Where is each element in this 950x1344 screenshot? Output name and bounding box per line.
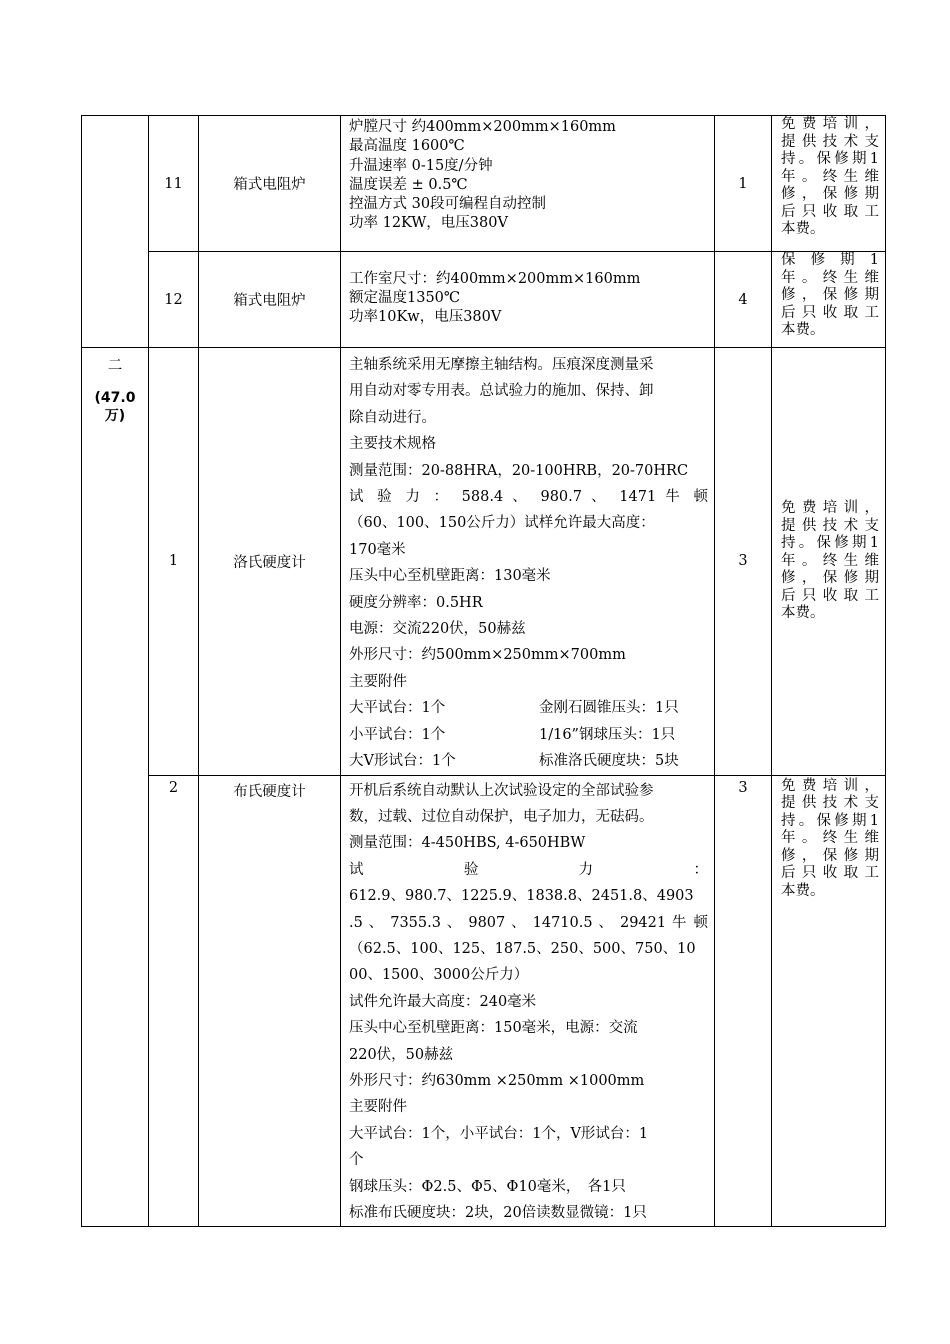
spec-line: 220伏，50赫兹 <box>349 1046 454 1063</box>
group-label: 二 <box>107 358 123 374</box>
spec-line: 测量范围：20-88HRA，20-100HRB，20-70HRC <box>349 462 689 479</box>
spec-line: 除自动进行。 <box>349 409 436 426</box>
spec-line: 额定温度1350℃ <box>349 289 461 306</box>
service-line: 后只收取工 <box>781 304 879 321</box>
spec-line: 试 验 力 ： 588.4 、 980.7 、 1471 牛 顿 <box>349 489 708 506</box>
service-line: 本费。 <box>781 605 825 621</box>
service-cell <box>772 252 886 348</box>
accessory-line <box>349 695 708 721</box>
accessory-item: 小平试台：1个 <box>349 726 446 743</box>
spec-line: 控温方式 30段可编程自动控制 <box>349 196 547 213</box>
accessory-item: 1/16”钢球压头：1只 <box>539 726 676 743</box>
service-line: 免费培训， <box>781 500 879 516</box>
spec-line: 试 验 力 ： <box>349 861 708 878</box>
quantity: 4 <box>715 252 772 348</box>
group-cell-empty <box>82 116 149 348</box>
spec-line: 00、1500、3000公斤力） <box>349 967 529 984</box>
service-line: 修，保修期 <box>781 186 879 202</box>
service-line: 提供技术支 <box>781 517 879 534</box>
spec-line: 612.9、980.7、1225.9、1838.8、2451.8、4903 <box>349 888 694 905</box>
spec-line: 工作室尺寸：约400mm×200mm×160mm <box>349 270 641 287</box>
spec-line: （62.5、100、125、187.5、250、500、750、10 <box>349 940 696 957</box>
row-number: 2 <box>149 775 199 1227</box>
service-line: 修，保修期 <box>781 570 879 586</box>
service-line: 年。终生维 <box>781 552 879 569</box>
spec-line: 电源：交流220伏，50赫兹 <box>349 621 526 638</box>
row-number: 11 <box>149 116 199 252</box>
service-line: 免费培训， <box>781 116 879 132</box>
service-line: 修，保修期 <box>781 847 879 864</box>
quantity: 3 <box>715 775 772 1227</box>
spec-line: 主轴系统采用无摩擦主轴结构。压痕深度测量采 <box>349 357 654 373</box>
group-label-cell <box>82 348 149 1227</box>
group-amount-line: (47.0 <box>94 390 136 406</box>
spec-cell <box>341 116 715 252</box>
equipment-name: 箱式电阻炉 <box>199 116 341 252</box>
spec-line: 用自动对零专用表。总试验力的施加、保持、卸 <box>349 383 654 400</box>
spec-line: 压头中心至机壁距离：150毫米，电源：交流 <box>349 1020 638 1037</box>
service-line: 免费培训， <box>781 777 879 794</box>
group-amount-line: 万) <box>104 408 126 424</box>
spec-line: 最高温度 1600℃ <box>349 138 465 155</box>
accessory-line <box>349 722 708 748</box>
service-line: 本费。 <box>781 882 825 899</box>
spec-line: .5 、 7355.3 、 9807 、 14710.5 、 29421 牛 顿 <box>349 914 708 931</box>
table-row <box>82 252 886 348</box>
spec-line: 标准布氏硬度块：2块，20倍读数显微镜：1只 <box>349 1205 647 1221</box>
equipment-spec-table <box>81 115 886 1227</box>
spec-line: 主要附件 <box>349 673 407 690</box>
spec-line: 功率 12KW，电压380V <box>349 215 508 232</box>
service-line: 年。终生维 <box>781 168 879 185</box>
service-line: 持。保修期1 <box>781 535 879 551</box>
group-amount <box>82 389 148 425</box>
quantity: 1 <box>715 116 772 252</box>
spec-cell <box>341 775 715 1227</box>
service-cell <box>772 348 886 776</box>
spec-line: 炉膛尺寸 约400mm×200mm×160mm <box>349 119 616 135</box>
spec-line: 试件允许最大高度：240毫米 <box>349 993 537 1010</box>
spec-cell <box>341 252 715 348</box>
service-line: 提供技术支 <box>781 133 879 150</box>
service-line: 保 修 期 1 <box>781 252 879 268</box>
spec-line: 硬度分辨率：0.5HR <box>349 594 483 611</box>
spec-cell <box>341 348 715 776</box>
spec-line: 170毫米 <box>349 541 406 558</box>
equipment-name: 箱式电阻炉 <box>199 252 341 348</box>
service-line: 提供技术支 <box>781 795 879 811</box>
service-cell <box>772 775 886 1227</box>
accessory-item: 大V形试台：1个 <box>349 753 456 770</box>
spec-line: 开机后系统自动默认上次试验设定的全部试验参 <box>349 782 654 799</box>
accessory-item: 大平试台：1个 <box>349 700 446 717</box>
spec-line: 钢球压头：Φ2.5、Φ5、Φ10毫米， 各1只 <box>349 1178 626 1195</box>
table-row <box>82 116 886 252</box>
spec-line: 主要附件 <box>349 1099 407 1116</box>
table-row <box>82 775 886 1227</box>
spec-line: 温度误差 ± 0.5℃ <box>349 176 468 193</box>
spec-line: 个 <box>349 1152 364 1169</box>
spec-line: 数，过载、过位自动保护，电子加力，无砝码。 <box>349 808 654 825</box>
spec-line: 功率10Kw，电压380V <box>349 309 502 326</box>
table-row <box>82 348 886 776</box>
service-line: 后只收取工 <box>781 203 879 220</box>
spec-line: 外形尺寸：约500mm×250mm×700mm <box>349 647 626 664</box>
service-line: 后只收取工 <box>781 865 879 881</box>
spec-line: （60、100、150公斤力）试样允许最大高度： <box>349 515 655 532</box>
equipment-name: 洛氏硬度计 <box>199 348 341 776</box>
spec-line: 测量范围：4-450HBS, 4-650HBW <box>349 835 586 852</box>
service-line: 年。终生维 <box>781 269 879 286</box>
equipment-name: 布氏硬度计 <box>199 775 341 1227</box>
service-line: 本费。 <box>781 221 825 237</box>
service-line: 持。保修期1 <box>781 812 879 829</box>
service-cell <box>772 116 886 252</box>
quantity: 3 <box>715 348 772 776</box>
service-line: 本费。 <box>781 322 825 338</box>
service-line: 修，保修期 <box>781 287 879 303</box>
service-line: 年。终生维 <box>781 830 879 846</box>
accessory-line <box>349 748 708 774</box>
spec-line: 压头中心至机壁距离：130毫米 <box>349 568 551 585</box>
spec-line: 外形尺寸：约630mm ×250mm ×1000mm <box>349 1072 645 1089</box>
spec-line: 主要技术规格 <box>349 436 436 453</box>
accessory-item: 标准洛氏硬度块：5块 <box>539 753 679 770</box>
service-line: 持。保修期1 <box>781 151 879 167</box>
accessory-item: 金刚石圆锥压头：1只 <box>539 700 679 717</box>
spec-line: 升温速率 0-15度/分钟 <box>349 157 493 174</box>
service-line: 后只收取工 <box>781 587 879 604</box>
row-number: 1 <box>149 348 199 776</box>
spec-line: 大平试台：1个，小平试台：1个，V形试台：1 <box>349 1125 649 1142</box>
row-number: 12 <box>149 252 199 348</box>
